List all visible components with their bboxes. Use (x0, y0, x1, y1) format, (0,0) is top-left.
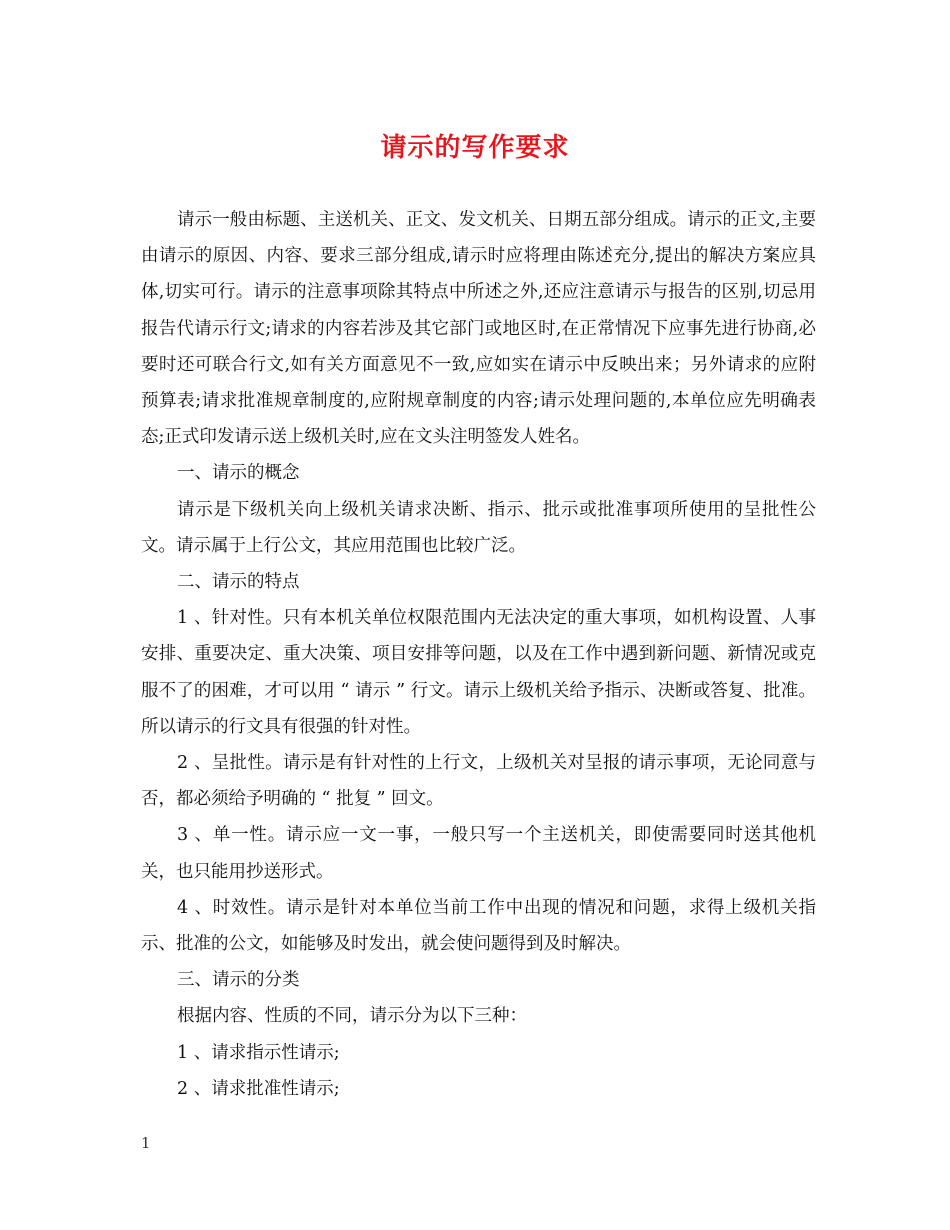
section-heading-concept: 一、请示的概念 (177, 463, 300, 484)
page-number: 1 (141, 1134, 151, 1152)
document-body (141, 202, 816, 1107)
concept-paragraph: 请示是下级机关向上级机关请求决断、指示、批示或批准事项所使用的呈批性公文。请示属于上行公文，其应用范围也比较广泛。 (141, 499, 816, 556)
category-item-approval: 2 、请求批准性请示; (177, 1078, 340, 1099)
section-heading-features: 二、请示的特点 (177, 572, 300, 593)
feature-item-timeliness: 4 、时效性。请示是针对本单位当前工作中出现的情况和问题，求得上级机关指示、批准的公文，如能够及时发出，就会使问题得到及时解决。 (141, 897, 816, 955)
section-heading-categories: 三、请示的分类 (177, 970, 300, 991)
feature-item-single: 3 、单一性。请示应一文一事，一般只写一个主送机关，即使需要同时送其他机关，也只能用抄送形式。 (141, 825, 816, 882)
document-title: 请示的写作要求 (380, 133, 570, 163)
feature-item-approval: 2 、呈批性。请示是有针对性的上行文，上级机关对呈报的请示事项，无论同意与否，都必须给予明确的 “ 批复 ” 回文。 (141, 753, 816, 810)
feature-item-targeted: 1 、针对性。只有本机关单位权限范围内无法决定的重大事项，如机构设置、人事安排、重要决定、重大决策、项目安排等问题，以及在工作中遇到新问题、新情况或克服不了的困难，才可以用 “ 请示 ” 行文。请示上级机关给予指示、决断或答复、批准。所以请示的行文具有很强的针对性。 (141, 608, 816, 737)
intro-paragraph: 请示一般由标题、主送机关、正文、发文机关、日期五部分组成。请示的正文,主要由请示的原因、内容、要求三部分组成,请示时应将理由陈述充分,提出的解决方案应具体,切实可行。请示的注意事项除其特点中所述之外,还应注意请示与报告的区别,切忌用报告代请示行文;请求的内容若涉及其它部门或地区时,在正常情况下应事先进行协商,必要时还可联合行文,如有关方面意见不一致,应如实在请示中反映出来；另外请求的应附预算表;请求批准规章制度的,应附规章制度的内容;请示处理问题的,本单位应先明确表态;正式印发请示送上级机关时,应在文头注明签发人姓名。 (141, 210, 816, 448)
category-item-instruction: 1 、请求指示性请示; (177, 1042, 340, 1063)
categories-intro: 根据内容、性质的不同，请示分为以下三种： (177, 1006, 527, 1027)
